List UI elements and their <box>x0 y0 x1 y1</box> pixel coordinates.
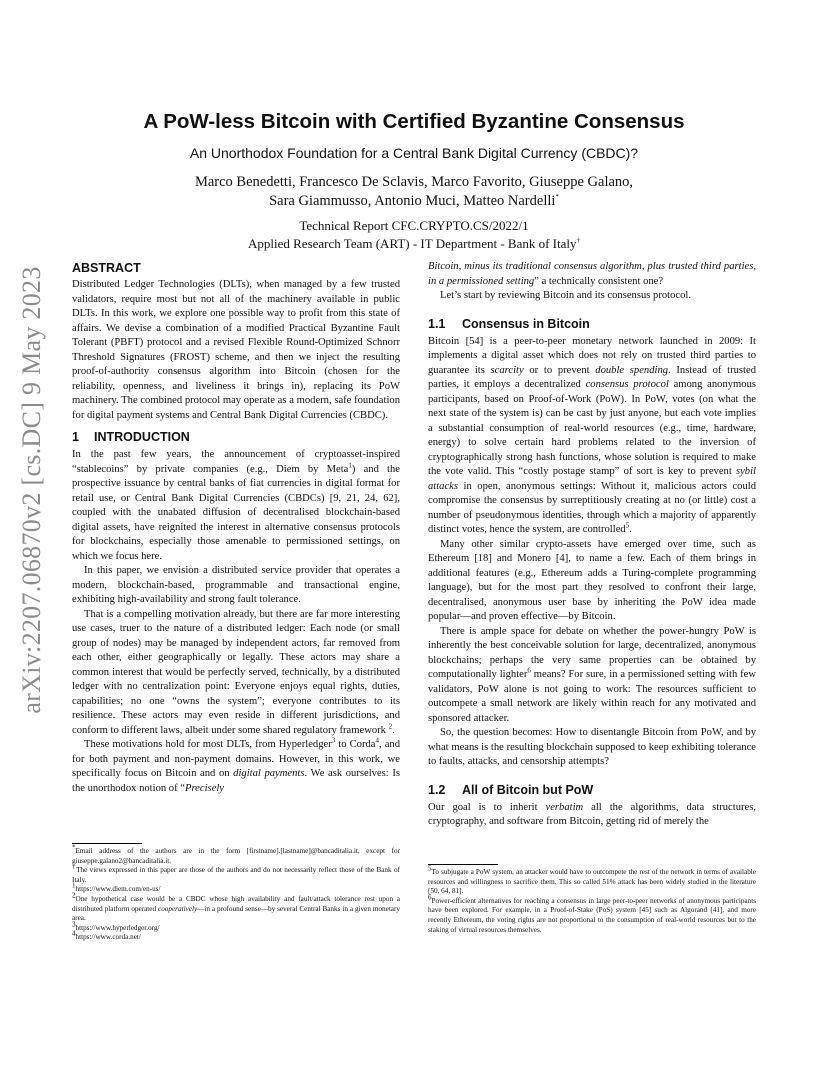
right-column <box>428 260 756 830</box>
author-list <box>72 173 756 211</box>
paper-title: A PoW-less Bitcoin with Certified Byzantine Consensus <box>143 110 685 133</box>
footnote-4-mark: 4 <box>72 929 76 938</box>
footnote-1-link[interactable]: https://www.diem.com/en-us/ <box>75 885 161 894</box>
footnote-2-emphasis: cooperatively <box>158 904 198 913</box>
section-1-2-title: All of Bitcoin but PoW <box>462 782 594 797</box>
footnote-ref-2: 2 <box>388 721 393 730</box>
s11-paragraph-4: So, the question becomes: How to disentangle Bitcoin from PoW, and by what means is the resulting blockchain supposed to keep exhibiting tolerance to faults, attacks, and censorship attempts? <box>428 727 756 767</box>
abstract-heading: ABSTRACT <box>72 261 141 275</box>
section-1-2-number: 1.2 <box>428 782 446 797</box>
section-1-1-heading <box>428 316 756 332</box>
report-info <box>72 217 756 253</box>
intro-p4-text-d: . We ask ourselves: Is the unorthodox notion of “ <box>72 768 400 794</box>
s11-p1-emphasis-1: scarcity <box>490 364 524 376</box>
arxiv-sidebar-stamp <box>12 266 52 714</box>
section-1-2-heading <box>428 782 756 798</box>
s11-paragraph-1 <box>428 335 756 538</box>
s11-p1-text-b: or to prevent <box>523 364 596 376</box>
author-footnote-mark: * <box>555 193 559 202</box>
footnote-6-mark: 6 <box>428 893 432 902</box>
footnote-ref-4: 4 <box>375 736 379 745</box>
footnote-ref-3: 3 <box>331 736 336 745</box>
section-1-1-number: 1.1 <box>428 316 446 331</box>
footnote-dagger <box>72 862 400 885</box>
footnote-star <box>72 843 400 866</box>
intro-p4-text-c: , and for both payment and non-payment domains. However, in this work, we specifically focus on Bitcoin and on <box>72 739 401 779</box>
intro-p3-text-b: . <box>392 724 395 736</box>
s12-p1-emphasis: verbatim <box>545 801 584 813</box>
left-column <box>72 260 400 796</box>
footnotes-left <box>72 843 400 943</box>
footnote-4 <box>72 929 400 943</box>
footnote-5-text: To subjugate a PoW system, an attacker would have to outcompete the rest of the network in terms of available resources and willingness to sacrifice them. This so called 51% attack has been widely studied in the literature [50, 64, 81]. <box>428 868 756 896</box>
intro-paragraph-3 <box>72 608 400 739</box>
footnote-1-mark: 1 <box>72 881 76 890</box>
authors-line-1: Marco Benedetti, Francesco De Sclavis, Marco Favorito, Giuseppe Galano, <box>194 174 634 190</box>
footnote-ref-6: 6 <box>527 666 531 675</box>
footnote-star-mark: * <box>72 843 76 852</box>
intro-paragraph-4 <box>72 738 400 796</box>
intro-p1-text-b: ) and the prospective issuance by central banks of fiat currencies in digital format for retail use, or Central Bank Digital Currencies (CBDCs) [9, 21, 24, 62], coupled with the unabated diffusion of decentralised blockchain-based digital assets, have reignited the interest in alternative consensus protocols for blockchains, especially those amenable to permissioned settings, on which we focus here. <box>72 463 400 562</box>
s11-p3-text-a: There is ample space for debate on whether the power-hungry PoW is inherently the best conceivable solution for large, decentralized, anonymous blockchains; perhaps the very same properties can be obtained by computationally lighter <box>428 625 756 680</box>
footnote-2-text-a: One hypothetical case would be a CBDC whose high availability and fault/attack tolerance rest upon a distributed platform operated <box>72 894 400 913</box>
review-start-paragraph: Let’s start by reviewing Bitcoin and its consensus protocol. <box>440 290 691 301</box>
footnote-6-text: Power-efficient alternatives for reaching a consensus in large peer-to-peer networks of anonymous participants have been explored. For example, in a Proof-of-Stake (PoS) system [45] such as Algorand [41], and more recently Ethereum, the voting rights are not proportional to the consumption of real-world resources but to the staking of virtual resources themselves. <box>428 896 756 934</box>
footnote-3-link[interactable]: https://www.hyperledger.org/ <box>75 923 160 932</box>
footnote-4-link[interactable]: https://www.corda.net/ <box>75 933 141 942</box>
s11-paragraph-2: Many other similar crypto-assets have emerged over time, such as Ethereum [18] and Monero [4], to name a few. Each of them brings in additional features (e.g., Ethereum adds a Turing-complete programming language), but for the most part they resolved to confront their large, decentralised, anonymous user base by inheriting the PoW idea made popular—and proven effective—by Bitcoin. <box>428 538 756 622</box>
question-emphasis: Bitcoin, minus its traditional consensus algorithm, plus trusted third parties, in a permissioned setting <box>428 261 756 287</box>
s11-p1-text-c: . Instead of trusted parties, it employs a decentralized <box>428 364 756 390</box>
s12-p1-text-b: all the algorithms, data structures, cryptography, and software from Bitcoin, getting rid of merely the <box>428 801 756 827</box>
section-1-title: INTRODUCTION <box>94 430 190 444</box>
footnote-3 <box>72 920 400 934</box>
intro-paragraph-2: In this paper, we envision a distributed service provider that operates a modern, blockchain-based, programmable and transactional engine, exhibiting high-availability and strong fault tolerance. <box>72 565 400 605</box>
affiliation-text: Applied Research Team (ART) - IT Department - Bank of Italy <box>248 236 577 251</box>
footnote-2-mark: 2 <box>72 891 76 900</box>
s11-p1-text-e: in open, anonymous settings: Without it, malicious actors could compromise the consensus by surreptitiously creating at no (or little) cost a number of pseudonymous identities, through which a majority of apparently distinct votes, hence the system, are controlled <box>428 480 756 535</box>
s11-p1-text-f: . <box>629 524 632 535</box>
footnote-3-mark: 3 <box>72 920 76 929</box>
footnote-ref-1: 1 <box>348 460 352 469</box>
intro-p3-text-a: That is a compelling motivation already, but there are far more interesting use cases, truer to the nature of a distributed ledger: Each node (or small group of nodes) may be managed by independent actors, far removed from each other, either geographically or legally. These actors may share a common interest that would be perfectly served, technically, by a distributed ledger with no centralization point: Everyone enjoys equal rights, duties, capabilities; no one “owns the system”; everyone contributes to its resilience. These actors may even reside in different jurisdictions, and conform to different laws, albeit under some shared regulatory framework <box>72 608 400 736</box>
s11-p3-text-b: means? For sure, in a permissioned setting with few validators, PoW alone is not going to work: The resources sufficient to outcompete a small network are likely within reach for any motivated and sponsored attacker. <box>428 669 756 724</box>
s12-paragraph-1 <box>428 801 756 830</box>
footnote-rule <box>72 843 142 844</box>
intro-p4-text-b: to Corda <box>335 739 376 750</box>
s11-p1-emphasis-2: double spending <box>595 364 669 376</box>
footnote-5 <box>428 864 756 897</box>
question-rest: ” a technically consistent one? <box>534 275 664 287</box>
question-continuation <box>428 260 756 289</box>
footnote-dagger-text: The views expressed in this paper are those of the authors and do not necessarily reflect those of the Bank of Italy. <box>72 866 400 884</box>
s11-p1-text-d: among anonymous participants, based on Proof-of-Work (PoW). In PoW, votes (on what the next state of the system is) can be cast by just anyone, but each vote implies a substantial consumption of real-world resources (e.g., time, hardware, energy) to solve certain hard problems related to the inversion of cryptographically strong hash functions, whose solution is required to make the vote valid. This “costly postage stamp” of sort is key to prevent <box>428 379 756 477</box>
section-1-heading <box>72 429 400 445</box>
intro-p4-emphasis-2: Precisely <box>184 782 225 794</box>
intro-paragraph-1 <box>72 448 400 564</box>
s11-p1-emphasis-3: consensus protocol <box>585 379 669 390</box>
authors-line-2-text: Sara Giammusso, Antonio Muci, Matteo Nardelli <box>269 193 556 209</box>
footnote-5-mark: 5 <box>428 864 432 873</box>
s11-paragraph-3 <box>428 625 756 727</box>
footnote-dagger-mark: † <box>72 862 77 871</box>
affiliation-footnote-mark: † <box>576 236 580 245</box>
intro-p1-text-a: In the past few years, the announcement of cryptoasset-inspired “stablecoins” by private companies (e.g., Diem by Meta <box>72 449 400 475</box>
s11-p1-emphasis-4: sybil attacks <box>428 466 756 492</box>
footnote-ref-5: 5 <box>625 521 630 530</box>
arxiv-id: arXiv:2207.06870v2 [cs.DC] 9 May 2023 <box>17 266 46 714</box>
footnote-2-text-b: —in a profound sense—by several Central Banks in a given monetary area. <box>72 904 400 923</box>
section-1-1-title: Consensus in Bitcoin <box>462 316 590 331</box>
abstract-text: Distributed Ledger Technologies (DLTs), when managed by a few trusted validators, require most but not all of the machinery available in public DLTs. In this work, we explore one possible way to profit from this state of affairs. We devise a combination of a modified Practical Byzantine Fault Tolerant (PBFT) protocol and a revised Flexible Round-Optimized Schnorr Threshold Signatures (FROST) scheme, and then we inject the resulting proof-of-authority consensus algorithm into Bitcoin (chosen for the reliability, openness, and liveliness it brings in), replacing its PoW machinery. The combined protocol may operate as a modern, safe foundation for digital payment systems and Central Bank Digital Currencies (CBDC). <box>72 279 400 421</box>
s11-p1-text-a: Bitcoin [54] is a peer-to-peer monetary network launched in 2009: It implements a digital asset which does not rely on trusted third parties to guarantee its <box>428 335 756 376</box>
footnote-1 <box>72 881 400 895</box>
affiliation <box>72 235 756 253</box>
footnote-rule-right <box>428 864 498 865</box>
authors-line-2 <box>72 192 756 211</box>
footnotes-right <box>428 864 756 935</box>
report-number: Technical Report CFC.CRYPTO.CS/2022/1 <box>299 218 529 233</box>
intro-p4-emphasis-1: digital payments <box>233 768 305 779</box>
s12-p1-text-a: Our goal is to inherit <box>428 801 546 813</box>
footnote-star-text: Email address of the authors are in the form [firstname].[lastname]@bancaditalia.it, except for giuseppe.galano2@bancaditalia.it. <box>72 847 400 865</box>
footnote-6 <box>428 893 756 935</box>
paper-subtitle: An Unorthodox Foundation for a Central Bank Digital Currency (CBDC)? <box>189 145 639 161</box>
footnote-2 <box>72 891 400 924</box>
section-1-number: 1 <box>72 430 79 444</box>
intro-p4-text-a: These motivations hold for most DLTs, from Hyperledger <box>84 739 332 750</box>
